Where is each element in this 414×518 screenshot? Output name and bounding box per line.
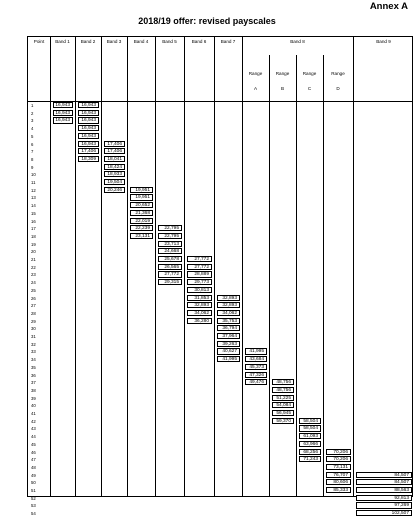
pay-value-band8c: 63,966 (299, 441, 321, 447)
range-label: Range (248, 71, 263, 76)
point-number: 48 (31, 464, 36, 470)
column-divider (323, 55, 324, 496)
point-number: 20 (31, 249, 36, 255)
pay-value-band8c: 68,256 (299, 449, 321, 455)
header-band-6: Band 6 (191, 39, 207, 44)
point-number: 34 (31, 357, 36, 363)
pay-value-band8d: 80,606 (326, 479, 351, 485)
point-number: 32 (31, 341, 36, 347)
pay-value-band5: 27,772 (158, 271, 182, 277)
point-number: 44 (31, 434, 36, 440)
pay-value-band7: 34,062 (217, 310, 240, 316)
point-number: 33 (31, 349, 36, 355)
point-number: 51 (31, 488, 36, 493)
pay-value-band3: 20,246 (104, 187, 125, 193)
payscale-table (27, 36, 413, 517)
pay-value-band6: 31,853 (187, 295, 212, 301)
pay-value-band7: 32,893 (217, 302, 240, 308)
annex-label: Annex A (369, 1, 408, 12)
point-number: 11 (31, 180, 36, 185)
point-number: 41 (31, 411, 36, 416)
pay-value-band7: 32,893 (217, 295, 240, 301)
point-number: 53 (31, 503, 36, 509)
pay-value-band6: 32,893 (187, 302, 212, 308)
pay-value-band3: 17,406 (104, 148, 125, 154)
pay-value-band7: 37,964 (217, 333, 240, 339)
point-number: 27 (31, 303, 36, 309)
pay-value-band8d: 70,206 (326, 456, 351, 462)
pay-value-band2: 16,943 (78, 125, 99, 131)
point-number: 17 (31, 226, 36, 232)
point-number: 25 (31, 287, 36, 293)
point-number: 47 (31, 457, 36, 463)
point-number: 49 (31, 472, 36, 478)
pay-value-band8d: 76,707 (326, 472, 351, 478)
pay-value-band2: 16,943 (78, 110, 99, 116)
pay-value-band8b: 59,370 (272, 418, 294, 424)
pay-value-band7: 41,995 (217, 356, 240, 362)
point-number: 13 (31, 195, 36, 201)
point-number: 9 (31, 164, 34, 170)
point-number: 30 (31, 326, 36, 332)
column-divider (269, 55, 270, 496)
point-number: 15 (31, 210, 36, 216)
pay-value-band3: 19,504 (104, 179, 125, 185)
point-number: 7 (31, 149, 34, 155)
range-label: Range (302, 71, 317, 76)
pay-value-band7: 39,263 (217, 341, 240, 347)
point-number: 37 (31, 380, 36, 386)
pay-value-band7: 36,794 (217, 325, 240, 331)
column-divider (101, 37, 102, 496)
pay-value-band8c: 71,243 (299, 456, 321, 462)
pay-value-band3: 17,406 (104, 141, 125, 147)
pay-value-band6: 34,062 (187, 310, 212, 316)
pay-value-band2: 16,943 (78, 141, 99, 147)
column-divider (353, 37, 354, 496)
point-number: 6 (31, 141, 34, 147)
pay-value-band6: 29,773 (187, 279, 212, 285)
point-number: 19 (31, 241, 36, 247)
pay-value-band6: 36,280 (187, 318, 212, 324)
pay-value-band5: 25,678 (158, 256, 182, 262)
pay-value-band8b: 54,084 (272, 402, 294, 408)
pay-value-band5: 26,565 (158, 264, 182, 270)
header-band-3: Band 3 (106, 39, 122, 44)
column-divider (214, 37, 215, 496)
header-band-8: Band 8 (290, 39, 305, 44)
pay-value-band5: 22,795 (158, 233, 182, 239)
point-number: 38 (31, 387, 36, 393)
pay-value-band8c: 58,504 (299, 418, 321, 424)
point-number: 22 (31, 264, 36, 270)
point-number: 54 (31, 511, 36, 517)
point-number: 21 (31, 257, 36, 262)
point-number: 43 (31, 426, 36, 432)
point-number: 39 (31, 395, 36, 401)
pay-value-band8c: 58,504 (299, 425, 321, 431)
point-number: 29 (31, 318, 36, 324)
pay-value-band7: 35,753 (217, 318, 240, 324)
pay-value-band6: 27,772 (187, 264, 212, 270)
pay-value-band9: 97,269 (356, 502, 412, 508)
point-number: 36 (31, 372, 36, 378)
pay-value-band4: 21,368 (130, 210, 153, 216)
pay-value-band4: 22,019 (130, 218, 153, 224)
pay-value-band2: 16,943 (78, 102, 99, 108)
column-divider (242, 37, 243, 496)
pay-value-band8b: 48,756 (272, 379, 294, 385)
point-number: 24 (31, 280, 36, 286)
pay-value-band9: 84,507 (356, 479, 412, 485)
column-divider (75, 37, 76, 496)
pay-value-band5: 24,668 (158, 248, 182, 254)
pay-value-band9: 84,507 (356, 472, 412, 478)
point-number: 31 (31, 334, 36, 339)
point-number: 50 (31, 480, 36, 486)
pay-value-band1: 16,943 (53, 102, 73, 108)
pay-value-band9: 88,563 (356, 487, 412, 493)
page-title: 2018/19 offer: revised payscales (138, 16, 276, 26)
range-letter: C (307, 86, 312, 91)
column-divider (155, 37, 156, 496)
point-number: 45 (31, 441, 36, 447)
pay-value-band8b: 56,945 (272, 410, 294, 416)
range-letter: A (253, 86, 258, 91)
pay-value-band2: 17,406 (78, 148, 99, 154)
pay-value-band5: 23,713 (158, 241, 182, 247)
pay-value-band1: 16,943 (53, 110, 73, 116)
point-number: 5 (31, 133, 34, 139)
pay-value-band9: 92,813 (356, 495, 412, 501)
pay-value-band8b: 51,225 (272, 395, 294, 401)
point-number: 46 (31, 449, 36, 455)
pay-value-band4: 22,239 (130, 225, 153, 231)
pay-value-band7: 40,627 (217, 348, 240, 354)
pay-value-band2: 16,943 (78, 117, 99, 123)
header-band-1: Band 1 (55, 39, 70, 44)
pay-value-band5: 22,795 (158, 225, 182, 231)
pay-value-band8a: 43,684 (245, 356, 267, 362)
pay-value-band1: 16,943 (53, 117, 73, 123)
point-number: 16 (31, 218, 36, 224)
pay-value-band8c: 61,093 (299, 433, 321, 439)
point-number: 1 (31, 103, 34, 108)
pay-value-band8d: 73,131 (326, 464, 351, 470)
pay-value-band8d: 70,206 (326, 449, 351, 455)
pay-value-band3: 18,424 (104, 164, 125, 170)
range-label: Range (331, 71, 345, 76)
pay-value-band5: 29,315 (158, 279, 182, 285)
pay-value-band2: 18,309 (78, 156, 99, 162)
pay-value-band6: 30,813 (187, 287, 212, 293)
point-number: 10 (31, 172, 36, 178)
header-band-5: Band 5 (162, 39, 177, 44)
column-divider (127, 37, 128, 496)
pay-value-band4: 19,951 (130, 194, 153, 200)
point-number: 52 (31, 495, 36, 501)
pay-value-band4: 23,131 (130, 233, 153, 239)
pay-value-band8a: 49,476 (245, 379, 267, 385)
column-divider (296, 55, 297, 496)
point-number: 8 (31, 156, 34, 162)
pay-value-band8a: 47,326 (245, 372, 267, 378)
column-divider (50, 37, 51, 496)
pay-value-band6: 27,772 (187, 256, 212, 262)
pay-value-band3: 18,041 (104, 156, 125, 162)
pay-value-band4: 20,652 (130, 202, 153, 208)
point-number: 14 (31, 203, 36, 209)
header-band-2: Band 2 (80, 39, 96, 44)
point-number: 23 (31, 272, 36, 278)
pay-value-band6: 28,889 (187, 271, 212, 277)
header-band-9: Band 9 (376, 39, 391, 44)
point-number: 42 (31, 418, 36, 424)
point-number: 3 (31, 118, 34, 124)
point-number: 18 (31, 233, 36, 239)
header-point: Point (33, 39, 45, 44)
range-letter: D (336, 86, 340, 91)
point-number: 26 (31, 295, 36, 301)
header-band-4: Band 4 (133, 39, 149, 44)
column-divider (184, 37, 185, 496)
pay-value-band3: 18,933 (104, 171, 125, 177)
range-label: Range (275, 71, 290, 76)
point-number: 4 (31, 126, 34, 132)
header-band-7: Band 7 (220, 39, 236, 44)
point-number: 40 (31, 403, 36, 409)
pay-value-band4: 19,951 (130, 187, 153, 193)
pay-value-band2: 16,943 (78, 133, 99, 139)
pay-value-band8d: 85,333 (326, 487, 351, 493)
pay-value-band8a: 41,995 (245, 348, 267, 354)
point-number: 2 (31, 110, 34, 116)
range-letter: B (280, 86, 285, 91)
point-number: 35 (31, 364, 36, 370)
pay-value-band8a: 45,373 (245, 364, 267, 370)
pay-value-band8b: 48,756 (272, 387, 294, 393)
point-number: 12 (31, 187, 36, 193)
point-number: 28 (31, 310, 36, 316)
pay-value-band9: 102,507 (356, 510, 412, 516)
